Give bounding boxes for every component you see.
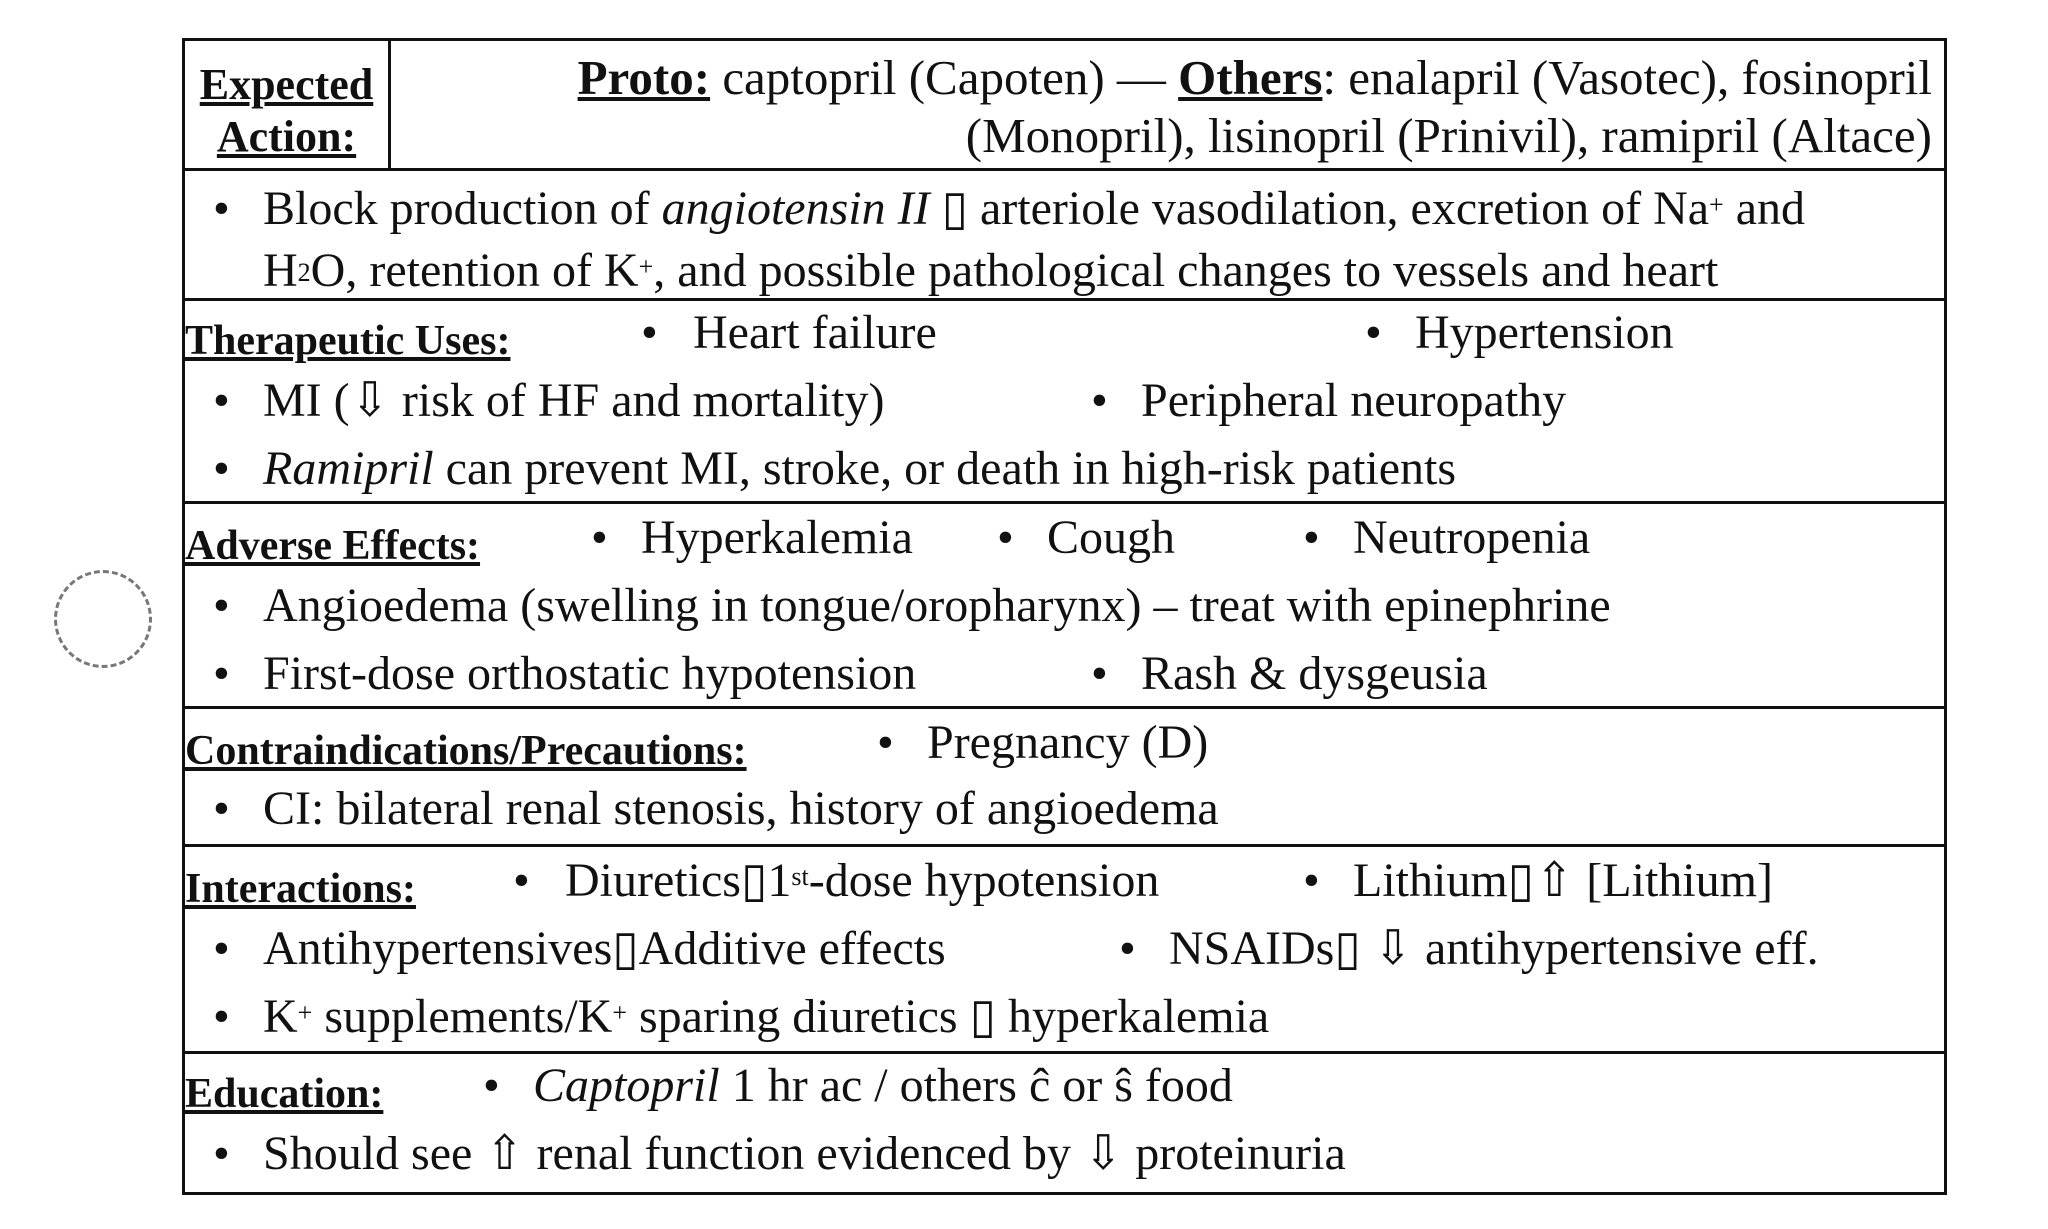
- captopril-term: Captopril: [533, 1059, 720, 1112]
- label-line2: Action:: [216, 112, 357, 161]
- angiotensin-term: angiotensin II: [661, 182, 930, 235]
- proto-label: Proto:: [577, 50, 711, 105]
- bullet: [1091, 373, 1108, 429]
- others-label: Others: [1178, 50, 1323, 105]
- therapeutic-item: Peripheral neuropathy: [1141, 374, 1567, 427]
- therapeutic-item: Heart failure: [693, 306, 937, 359]
- bullet: [591, 510, 608, 566]
- contraindications-label: Contraindications/Precautions:: [185, 728, 747, 774]
- bullet: [1303, 853, 1320, 909]
- t: Block production of: [263, 182, 662, 235]
- adverse-item: Rash & dysgeusia: [1141, 647, 1488, 700]
- t: H: [263, 244, 298, 297]
- contraindications-section: [182, 706, 1947, 844]
- t: 1 hr ac / others ĉ or ŝ food: [719, 1059, 1233, 1112]
- education-item: Should see ⇧ renal function evidenced by ⇩ proteinuria: [263, 1127, 1346, 1180]
- therapeutic-uses-label: Therapeutic Uses:: [185, 318, 511, 364]
- t: ▯ arteriole vasodilation, excretion of Na: [929, 182, 1710, 235]
- adverse-item: Neutropenia: [1353, 511, 1591, 564]
- expected-action-header: [182, 38, 1947, 168]
- education-section: [182, 1051, 1947, 1195]
- bullet: [213, 781, 230, 837]
- interaction-item: Antihypertensives▯Additive effects: [263, 922, 946, 975]
- expected-action-body: [182, 168, 1947, 298]
- education-item: [533, 1058, 1233, 1114]
- bullet: [213, 373, 230, 429]
- t: Diuretics▯1: [565, 854, 792, 907]
- contra-item: CI: bilateral renal stenosis, history of angioedema: [263, 782, 1219, 835]
- sup: +: [638, 252, 654, 281]
- bullet: [213, 181, 230, 237]
- drug-names-line1: [391, 49, 1932, 107]
- sup: +: [297, 998, 313, 1027]
- bullet: [877, 715, 894, 771]
- interactions-section: [182, 844, 1947, 1051]
- bullet: [641, 305, 658, 361]
- bullet: [213, 1126, 230, 1182]
- dashed-circle-icon: [54, 570, 152, 668]
- adverse-effects-section: [182, 501, 1947, 706]
- t: can prevent MI, stroke, or death in high-risk patients: [433, 442, 1457, 495]
- interactions-label: Interactions:: [185, 866, 416, 912]
- bullet: [213, 989, 230, 1045]
- t: -dose hypotension: [808, 854, 1160, 907]
- bullet: [213, 578, 230, 634]
- action-line2: [263, 243, 1718, 299]
- ramipril-term: Ramipril: [263, 442, 434, 495]
- bullet: [213, 921, 230, 977]
- sub: 2: [297, 258, 311, 287]
- bullet: [1091, 646, 1108, 702]
- bullet: [1303, 510, 1320, 566]
- therapeutic-item: MI (⇩ risk of HF and mortality): [263, 374, 885, 427]
- interaction-item: [565, 853, 1159, 909]
- t: and: [1723, 182, 1806, 235]
- adverse-item: First-dose orthostatic hypotension: [263, 647, 917, 700]
- t: K: [263, 990, 298, 1043]
- adverse-item: Angioedema (swelling in tongue/oropharynx) – treat with epinephrine: [263, 579, 1611, 632]
- bullet: [213, 441, 230, 497]
- sup: +: [1709, 190, 1724, 219]
- interaction-item: Lithium▯⇧ [Lithium]: [1353, 854, 1773, 907]
- bullet: [997, 510, 1014, 566]
- section-label-expected-action: [185, 41, 391, 168]
- bullet: [1119, 921, 1136, 977]
- proto-text: captopril (Capoten) —: [710, 50, 1179, 105]
- bullet: [1365, 305, 1382, 361]
- therapeutic-uses-section: [182, 298, 1947, 501]
- interaction-item: NSAIDs▯ ⇩ antihypertensive eff.: [1169, 922, 1819, 975]
- drug-names-line2: (Monopril), lisinopril (Prinivil), ramipril (Altace): [965, 108, 1932, 163]
- adverse-effects-label: Adverse Effects:: [185, 523, 481, 569]
- bullet: [513, 853, 530, 909]
- t: sparing diuretics ▯ hyperkalemia: [627, 990, 1270, 1043]
- label-line1: Expected: [199, 60, 374, 109]
- sup: st: [791, 862, 809, 891]
- drug-names: [391, 41, 1944, 168]
- drug-card-table: [182, 38, 1947, 1195]
- bullet: [213, 646, 230, 702]
- therapeutic-item: [263, 441, 1456, 497]
- education-label: Education:: [185, 1071, 384, 1117]
- contra-item: Pregnancy (D): [927, 716, 1209, 769]
- others-text: : enalapril (Vasotec), fosinopril: [1322, 50, 1932, 105]
- t: , and possible pathological changes to vessels and heart: [653, 244, 1719, 297]
- adverse-item: Hyperkalemia: [641, 511, 913, 564]
- t: supplements/K: [312, 990, 613, 1043]
- t: O, retention of K: [310, 244, 639, 297]
- action-line1: [263, 181, 1805, 237]
- interaction-item: [263, 989, 1269, 1045]
- therapeutic-item: Hypertension: [1415, 306, 1674, 359]
- sup: +: [612, 998, 627, 1027]
- bullet: [483, 1058, 500, 1114]
- adverse-item: Cough: [1047, 511, 1176, 564]
